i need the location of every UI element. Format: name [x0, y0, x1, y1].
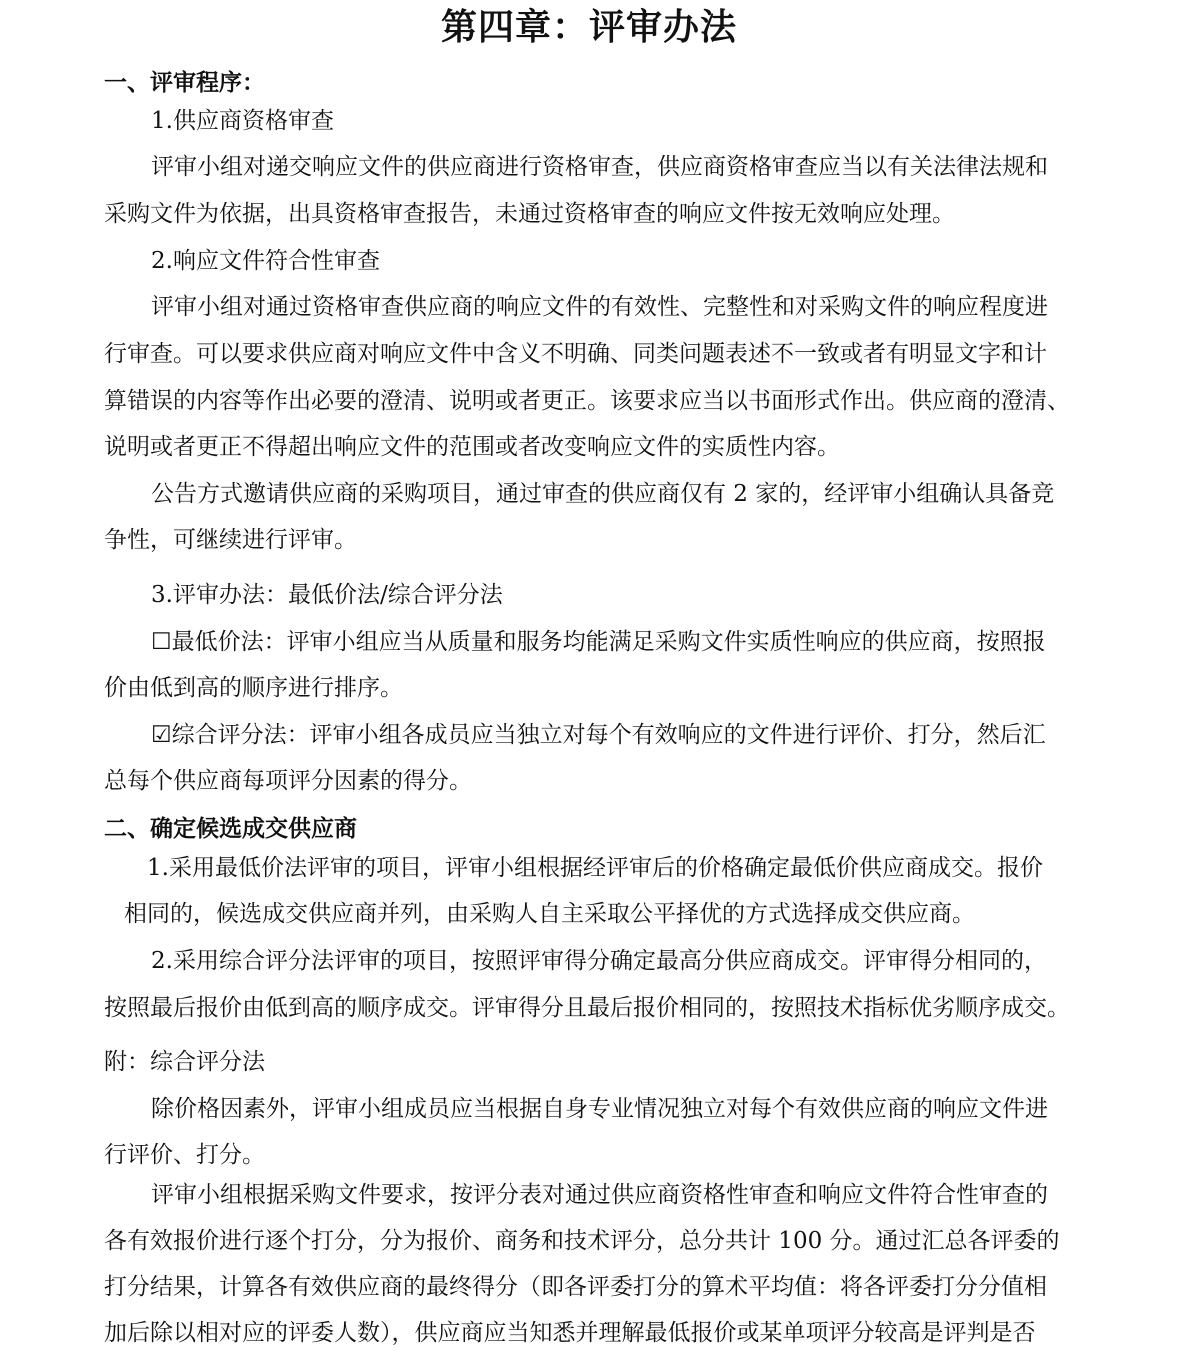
paragraph-line: 说明或者更正不得超出响应文件的范围或者改变响应文件的实质性内容。 [104, 434, 840, 460]
paragraph-line: 采购文件为依据，出具资格审查报告，未通过资格审查的响应文件按无效响应处理。 [104, 201, 955, 227]
paragraph-line: 2.采用综合评分法评审的项目，按照评审得分确定最高分供应商成交。评审得分相同的， [151, 948, 1047, 974]
paragraph-line: 打分结果，计算各有效供应商的最终得分（即各评委打分的算术平均值：将各评委打分分值相 [104, 1274, 1047, 1300]
paragraph-line: 算错误的内容等作出必要的澄清、说明或者更正。该要求应当以书面形式作出。供应商的澄清、 [104, 388, 1070, 414]
option-comprehensive-line: ☑综合评分法：评审小组各成员应当独立对每个有效响应的文件进行评价、打分，然后汇 [151, 722, 1046, 748]
subsection-heading: 2.响应文件符合性审查 [151, 248, 380, 274]
paragraph-line: 评审小组对通过资格审查供应商的响应文件的有效性、完整性和对采购文件的响应程度进 [151, 294, 1048, 320]
section-heading: 一、评审程序： [104, 69, 265, 96]
subsection-heading: 1.供应商资格审查 [151, 108, 334, 134]
paragraph-line: 价由低到高的顺序进行排序。 [104, 675, 403, 701]
paragraph-line: 1.采用最低价法评审的项目，评审小组根据经评审后的价格确定最低价供应商成交。报价 [147, 855, 1043, 881]
subsection-heading: 3.评审办法：最低价法/综合评分法 [151, 582, 503, 608]
paragraph-line: 相同的，候选成交供应商并列，由采购人自主采取公平择优的方式选择成交供应商。 [124, 901, 975, 927]
paragraph-line: 争性，可继续进行评审。 [104, 527, 357, 553]
paragraph-line: 公告方式邀请供应商的采购项目，通过审查的供应商仅有 2 家的，经评审小组确认具备竞 [151, 481, 1055, 507]
paragraph-line: 行审查。可以要求供应商对响应文件中含义不明确、同类问题表述不一致或者有明显文字和计 [104, 341, 1047, 367]
paragraph-line: 总每个供应商每项评分因素的得分。 [104, 768, 472, 794]
paragraph-line: 评审小组对递交响应文件的供应商进行资格审查，供应商资格审查应当以有关法律法规和 [151, 154, 1048, 180]
page-title: 第四章：评审办法 [440, 6, 737, 48]
paragraph-line: 除价格因素外，评审小组成员应当根据自身专业情况独立对每个有效供应商的响应文件进 [151, 1096, 1048, 1122]
option-lowest-price-line: ☐最低价法：评审小组应当从质量和服务均能满足采购文件实质性响应的供应商，按照报 [151, 629, 1046, 655]
paragraph-line: 加后除以相对应的评委人数），供应商应当知悉并理解最低报价或某单项评分较高是评判是否 [104, 1320, 1036, 1346]
paragraph-line: 行评价、打分。 [104, 1142, 265, 1168]
paragraph-line: 按照最后报价由低到高的顺序成交。评审得分且最后报价相同的，按照技术指标优劣顺序成交。 [104, 995, 1070, 1021]
appendix-heading: 附：综合评分法 [104, 1049, 265, 1075]
paragraph-line: 各有效报价进行逐个打分，分为报价、商务和技术评分，总分共计 100 分。通过汇总各评委的 [104, 1228, 1060, 1254]
section-heading: 二、确定候选成交供应商 [104, 815, 357, 842]
paragraph-line: 评审小组根据采购文件要求，按评分表对通过供应商资格性审查和响应文件符合性审查的 [151, 1182, 1048, 1208]
